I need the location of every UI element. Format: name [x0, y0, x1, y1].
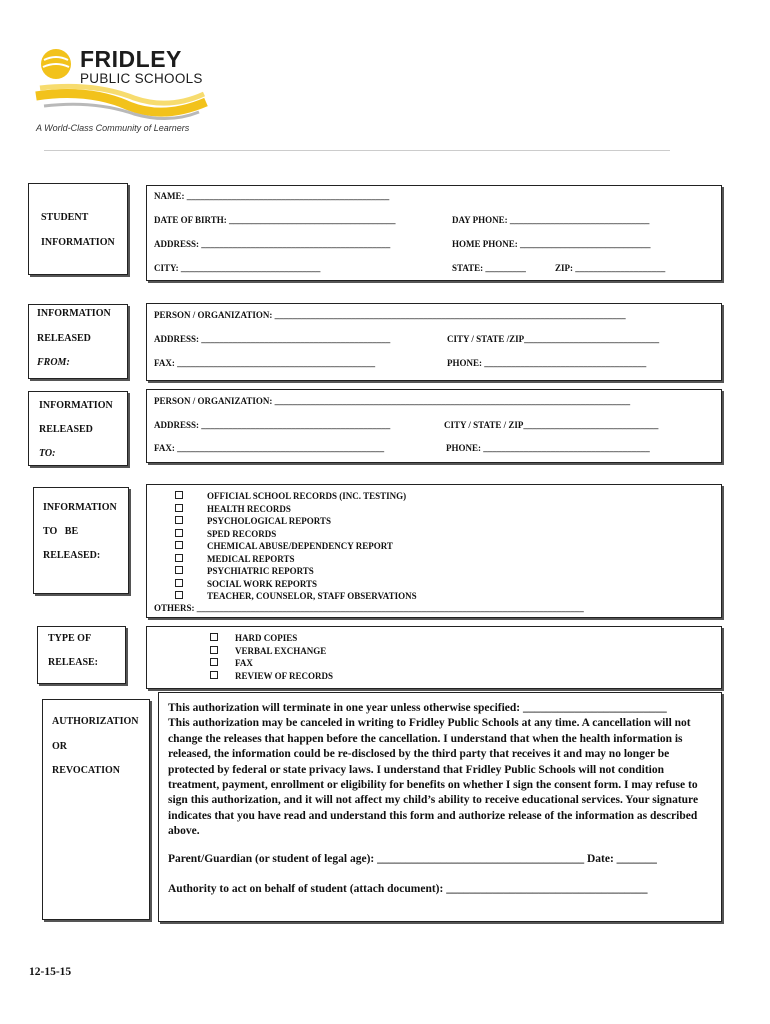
- released-from-city-state-zip-field[interactable]: CITY / STATE /ZIP______________________________: [447, 334, 660, 344]
- student-label-box: [28, 183, 128, 275]
- student-home-phone-field[interactable]: HOME PHONE: _____________________________: [452, 239, 651, 249]
- termination-line: This authorization will terminate in one year unless otherwise specified: _________________________: [168, 702, 667, 714]
- checklist-item-label: MEDICAL REPORTS: [207, 553, 295, 564]
- release-type-item[interactable]: [210, 646, 326, 656]
- checklist-item-label: CHEMICAL ABUSE/DEPENDENCY REPORT: [207, 541, 393, 551]
- release-type-label-line1: TYPE OF: [48, 633, 92, 644]
- student-label-line1: STUDENT: [41, 212, 89, 223]
- student-state-field[interactable]: STATE: _________: [452, 263, 526, 273]
- checkbox[interactable]: [175, 566, 183, 574]
- checkbox[interactable]: [210, 671, 218, 679]
- tagline: A World-Class Community of Learners: [36, 123, 190, 133]
- released-from-address-field[interactable]: ADDRESS: __________________________________________: [154, 334, 391, 344]
- checklist-item[interactable]: [175, 579, 317, 589]
- checklist-item-label: TEACHER, COUNSELOR, STAFF OBSERVATIONS: [207, 591, 417, 601]
- released-from-label-line3: FROM:: [37, 357, 70, 368]
- checklist-item-label: OFFICIAL SCHOOL RECORDS (INC. TESTING): [207, 491, 407, 501]
- student-address-field[interactable]: ADDRESS: __________________________________________: [154, 239, 391, 249]
- others-field[interactable]: OTHERS: ______________________________________________________________________________________: [154, 603, 584, 613]
- checklist-item[interactable]: [175, 591, 417, 601]
- authorization-text: [168, 701, 716, 840]
- student-name-field[interactable]: NAME: _____________________________________________: [154, 191, 390, 201]
- released-to-label-line3: TO:: [39, 448, 56, 459]
- released-to-phone-field[interactable]: PHONE: _____________________________________: [446, 443, 650, 453]
- released-from-person-field[interactable]: PERSON / ORGANIZATION: ______________________________________________________________________________: [154, 310, 626, 320]
- authorization-label-box: [42, 699, 150, 920]
- to-be-released-label-line3: RELEASED:: [43, 550, 101, 561]
- student-city-field[interactable]: CITY: _______________________________: [154, 263, 321, 273]
- checklist-item-label: HEALTH RECORDS: [207, 503, 291, 514]
- release-type-label-line2: RELEASE:: [48, 657, 99, 668]
- release-type-item[interactable]: [210, 658, 253, 668]
- parent-signature-line[interactable]: Parent/Guardian (or student of legal age): ____________________________________ Date: _______: [168, 853, 657, 865]
- header-rule: [44, 150, 670, 151]
- student-label-line2: INFORMATION: [41, 237, 115, 248]
- checklist-item-label: SPED RECORDS: [207, 528, 277, 539]
- authorization-paragraph: This authorization may be canceled in writing to Fridley Public Schools at any time. A cancellation will not change the releases that happen before the cancellation. I understand that when the health information is released, the information could be re-disclosed by the third party that receives it and may no longer be protected by federal or state privacy laws. I understand that Fridley Public Schools will not condition treatment, payment, enrollment or eligibility for benefits on whether I sign the consent form. I may refuse to sign this authorization, and it will not affect my child’s ability to receive educational services. Your signature indicates that you have read and understand this form and authorize release of the information as described above.: [168, 717, 699, 838]
- checkbox[interactable]: [175, 579, 183, 587]
- checkbox[interactable]: [175, 591, 183, 599]
- checkbox[interactable]: [175, 516, 183, 524]
- checkbox[interactable]: [210, 658, 218, 666]
- release-type-item-label: FAX: [235, 658, 253, 668]
- checkbox[interactable]: [175, 541, 183, 549]
- released-to-city-state-zip-field[interactable]: CITY / STATE / ZIP______________________________: [444, 420, 659, 430]
- checkbox[interactable]: [175, 491, 183, 499]
- release-type-item[interactable]: [210, 633, 297, 643]
- checkbox[interactable]: [175, 529, 183, 537]
- released-from-label-line1: INFORMATION: [37, 308, 111, 319]
- release-type-item-label: REVIEW OF RECORDS: [235, 670, 334, 681]
- checklist-item[interactable]: [175, 491, 406, 501]
- authority-line[interactable]: Authority to act on behalf of student (attach document): ___________________________________: [168, 883, 648, 895]
- to-be-released-label-line2: TO BE: [43, 526, 79, 537]
- release-type-item-label: VERBAL EXCHANGE: [235, 645, 327, 656]
- released-from-fax-field[interactable]: FAX: ____________________________________________: [154, 358, 376, 368]
- checkbox[interactable]: [175, 554, 183, 562]
- student-zip-field[interactable]: ZIP: ____________________: [555, 263, 666, 273]
- checkbox[interactable]: [210, 633, 218, 641]
- checklist-item-label: SOCIAL WORK REPORTS: [207, 578, 318, 589]
- authorization-label-line3: REVOCATION: [52, 765, 120, 776]
- authorization-label-line1: AUTHORIZATION: [52, 716, 139, 727]
- checklist-item[interactable]: [175, 554, 294, 564]
- to-be-released-label-line1: INFORMATION: [43, 502, 117, 513]
- checklist-item[interactable]: [175, 516, 331, 526]
- released-to-address-field[interactable]: ADDRESS: __________________________________________: [154, 420, 391, 430]
- student-dob-field[interactable]: DATE OF BIRTH: _____________________________________: [154, 215, 396, 225]
- checklist-item-label: PSYCHOLOGICAL REPORTS: [207, 516, 331, 526]
- released-to-label-line1: INFORMATION: [39, 400, 113, 411]
- checklist-item[interactable]: [175, 529, 276, 539]
- release-type-item-label: HARD COPIES: [235, 633, 298, 643]
- checkbox[interactable]: [210, 646, 218, 654]
- form-date-code: 12-15-15: [29, 966, 72, 978]
- checklist-item[interactable]: [175, 541, 393, 551]
- logo: [34, 44, 214, 139]
- released-to-person-field[interactable]: PERSON / ORGANIZATION: _______________________________________________________________________________: [154, 396, 631, 406]
- checklist-item[interactable]: [175, 504, 291, 514]
- checklist-item-label: PSYCHIATRIC REPORTS: [207, 566, 314, 576]
- released-from-phone-field[interactable]: PHONE: ____________________________________: [447, 358, 647, 368]
- checklist-item[interactable]: [175, 566, 314, 576]
- released-to-label-line2: RELEASED: [39, 424, 93, 435]
- checkbox[interactable]: [175, 504, 183, 512]
- logo-subtitle: PUBLIC SCHOOLS: [80, 71, 203, 86]
- release-type-item[interactable]: [210, 671, 333, 681]
- authorization-label-line2: OR: [52, 741, 67, 752]
- student-day-phone-field[interactable]: DAY PHONE: _______________________________: [452, 215, 650, 225]
- logo-name: FRIDLEY: [80, 46, 182, 72]
- released-to-fax-field[interactable]: FAX: ______________________________________________: [154, 443, 385, 453]
- released-from-label-line2: RELEASED: [37, 333, 91, 344]
